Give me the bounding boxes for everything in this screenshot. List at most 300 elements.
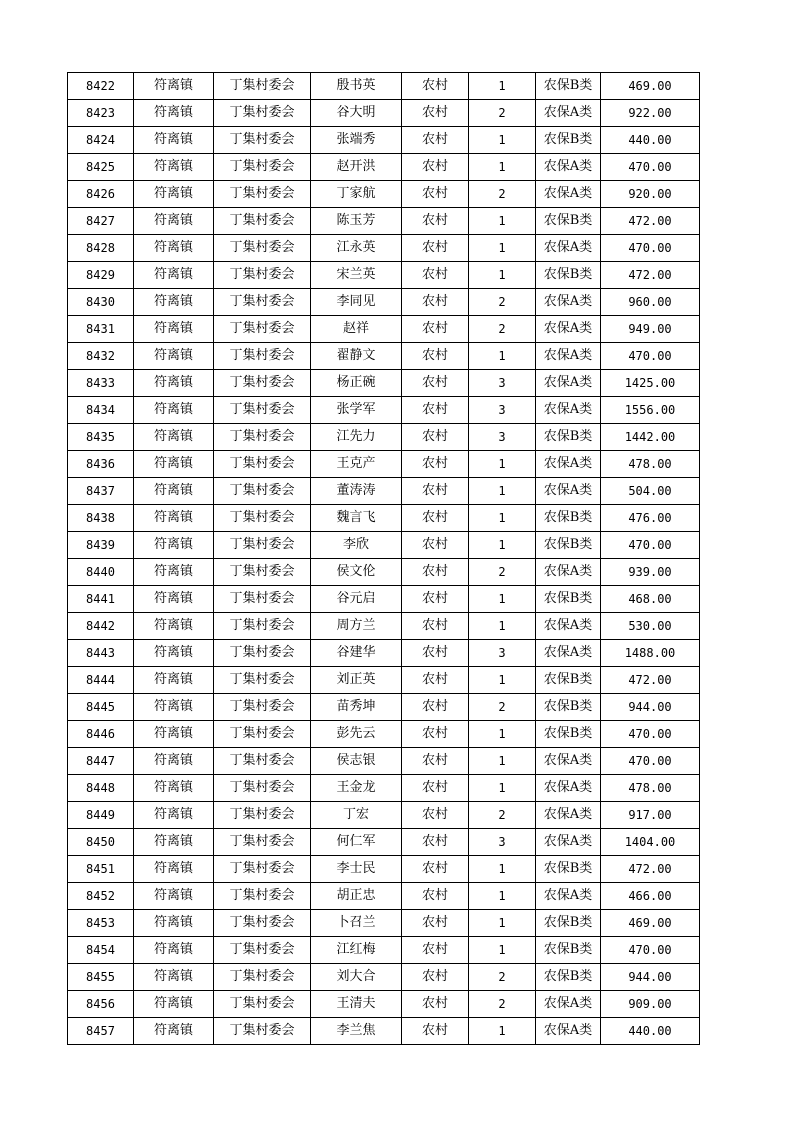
name-cell: 侯文伦 xyxy=(311,559,402,586)
table-body xyxy=(68,73,700,1045)
village-committee-cell: 丁集村委会 xyxy=(214,316,311,343)
town-cell: 符离镇 xyxy=(134,154,214,181)
table-row xyxy=(68,1018,700,1045)
table-row xyxy=(68,343,700,370)
category-cell: 农保B类 xyxy=(536,424,601,451)
household-size-cell: 3 xyxy=(469,370,536,397)
household-size-cell: 1 xyxy=(469,910,536,937)
name-cell: 丁家航 xyxy=(311,181,402,208)
town-cell: 符离镇 xyxy=(134,532,214,559)
area-type-cell: 农村 xyxy=(402,235,469,262)
village-committee-cell: 丁集村委会 xyxy=(214,694,311,721)
name-cell: 魏言飞 xyxy=(311,505,402,532)
village-committee-cell: 丁集村委会 xyxy=(214,613,311,640)
table-row xyxy=(68,991,700,1018)
record-id-cell: 8431 xyxy=(68,316,134,343)
area-type-cell: 农村 xyxy=(402,397,469,424)
name-cell: 董涛涛 xyxy=(311,478,402,505)
table-row xyxy=(68,586,700,613)
village-committee-cell: 丁集村委会 xyxy=(214,964,311,991)
household-size-cell: 2 xyxy=(469,559,536,586)
amount-cell: 1404.00 xyxy=(601,829,700,856)
name-cell: 谷大明 xyxy=(311,100,402,127)
amount-cell: 1556.00 xyxy=(601,397,700,424)
area-type-cell: 农村 xyxy=(402,154,469,181)
record-id-cell: 8430 xyxy=(68,289,134,316)
name-cell: 江红梅 xyxy=(311,937,402,964)
amount-cell: 472.00 xyxy=(601,262,700,289)
amount-cell: 470.00 xyxy=(601,235,700,262)
name-cell: 赵祥 xyxy=(311,316,402,343)
category-cell: 农保A类 xyxy=(536,100,601,127)
amount-cell: 920.00 xyxy=(601,181,700,208)
category-cell: 农保A类 xyxy=(536,181,601,208)
area-type-cell: 农村 xyxy=(402,208,469,235)
record-id-cell: 8426 xyxy=(68,181,134,208)
household-size-cell: 3 xyxy=(469,640,536,667)
record-id-cell: 8443 xyxy=(68,640,134,667)
town-cell: 符离镇 xyxy=(134,289,214,316)
name-cell: 赵开洪 xyxy=(311,154,402,181)
town-cell: 符离镇 xyxy=(134,964,214,991)
record-id-cell: 8444 xyxy=(68,667,134,694)
town-cell: 符离镇 xyxy=(134,937,214,964)
amount-cell: 469.00 xyxy=(601,910,700,937)
name-cell: 李欣 xyxy=(311,532,402,559)
village-committee-cell: 丁集村委会 xyxy=(214,343,311,370)
name-cell: 苗秀坤 xyxy=(311,694,402,721)
record-id-cell: 8457 xyxy=(68,1018,134,1045)
category-cell: 农保A类 xyxy=(536,397,601,424)
household-size-cell: 1 xyxy=(469,208,536,235)
village-committee-cell: 丁集村委会 xyxy=(214,667,311,694)
name-cell: 王清夫 xyxy=(311,991,402,1018)
amount-cell: 944.00 xyxy=(601,964,700,991)
amount-cell: 1488.00 xyxy=(601,640,700,667)
village-committee-cell: 丁集村委会 xyxy=(214,505,311,532)
table-row xyxy=(68,397,700,424)
village-committee-cell: 丁集村委会 xyxy=(214,478,311,505)
amount-cell: 478.00 xyxy=(601,775,700,802)
table-row xyxy=(68,235,700,262)
category-cell: 农保A类 xyxy=(536,613,601,640)
area-type-cell: 农村 xyxy=(402,505,469,532)
table-row xyxy=(68,559,700,586)
household-size-cell: 2 xyxy=(469,316,536,343)
amount-cell: 470.00 xyxy=(601,721,700,748)
name-cell: 宋兰英 xyxy=(311,262,402,289)
area-type-cell: 农村 xyxy=(402,424,469,451)
village-committee-cell: 丁集村委会 xyxy=(214,586,311,613)
amount-cell: 469.00 xyxy=(601,73,700,100)
name-cell: 李同见 xyxy=(311,289,402,316)
household-size-cell: 2 xyxy=(469,694,536,721)
amount-cell: 466.00 xyxy=(601,883,700,910)
record-id-cell: 8435 xyxy=(68,424,134,451)
table-row xyxy=(68,910,700,937)
town-cell: 符离镇 xyxy=(134,100,214,127)
category-cell: 农保B类 xyxy=(536,127,601,154)
data-table xyxy=(67,72,700,1045)
area-type-cell: 农村 xyxy=(402,262,469,289)
household-size-cell: 2 xyxy=(469,181,536,208)
record-id-cell: 8450 xyxy=(68,829,134,856)
category-cell: 农保A类 xyxy=(536,235,601,262)
village-committee-cell: 丁集村委会 xyxy=(214,100,311,127)
household-size-cell: 2 xyxy=(469,100,536,127)
table-row xyxy=(68,856,700,883)
category-cell: 农保A类 xyxy=(536,829,601,856)
amount-cell: 960.00 xyxy=(601,289,700,316)
town-cell: 符离镇 xyxy=(134,208,214,235)
record-id-cell: 8434 xyxy=(68,397,134,424)
table-row xyxy=(68,829,700,856)
table-row xyxy=(68,721,700,748)
household-size-cell: 3 xyxy=(469,829,536,856)
village-committee-cell: 丁集村委会 xyxy=(214,640,311,667)
town-cell: 符离镇 xyxy=(134,316,214,343)
town-cell: 符离镇 xyxy=(134,262,214,289)
table-row xyxy=(68,505,700,532)
table-row xyxy=(68,370,700,397)
category-cell: 农保B类 xyxy=(536,721,601,748)
village-committee-cell: 丁集村委会 xyxy=(214,1018,311,1045)
name-cell: 谷建华 xyxy=(311,640,402,667)
category-cell: 农保A类 xyxy=(536,640,601,667)
household-size-cell: 1 xyxy=(469,532,536,559)
record-id-cell: 8439 xyxy=(68,532,134,559)
village-committee-cell: 丁集村委会 xyxy=(214,370,311,397)
table-row xyxy=(68,964,700,991)
area-type-cell: 农村 xyxy=(402,100,469,127)
name-cell: 江永英 xyxy=(311,235,402,262)
category-cell: 农保A类 xyxy=(536,1018,601,1045)
household-size-cell: 1 xyxy=(469,154,536,181)
table-row xyxy=(68,613,700,640)
amount-cell: 440.00 xyxy=(601,127,700,154)
name-cell: 李士民 xyxy=(311,856,402,883)
area-type-cell: 农村 xyxy=(402,829,469,856)
name-cell: 彭先云 xyxy=(311,721,402,748)
area-type-cell: 农村 xyxy=(402,289,469,316)
village-committee-cell: 丁集村委会 xyxy=(214,721,311,748)
town-cell: 符离镇 xyxy=(134,640,214,667)
record-id-cell: 8455 xyxy=(68,964,134,991)
area-type-cell: 农村 xyxy=(402,910,469,937)
area-type-cell: 农村 xyxy=(402,478,469,505)
town-cell: 符离镇 xyxy=(134,991,214,1018)
category-cell: 农保A类 xyxy=(536,478,601,505)
category-cell: 农保B类 xyxy=(536,586,601,613)
category-cell: 农保B类 xyxy=(536,262,601,289)
amount-cell: 949.00 xyxy=(601,316,700,343)
village-committee-cell: 丁集村委会 xyxy=(214,937,311,964)
village-committee-cell: 丁集村委会 xyxy=(214,397,311,424)
area-type-cell: 农村 xyxy=(402,586,469,613)
record-id-cell: 8428 xyxy=(68,235,134,262)
village-committee-cell: 丁集村委会 xyxy=(214,883,311,910)
village-committee-cell: 丁集村委会 xyxy=(214,829,311,856)
area-type-cell: 农村 xyxy=(402,721,469,748)
village-committee-cell: 丁集村委会 xyxy=(214,856,311,883)
name-cell: 翟静文 xyxy=(311,343,402,370)
record-id-cell: 8446 xyxy=(68,721,134,748)
category-cell: 农保A类 xyxy=(536,289,601,316)
village-committee-cell: 丁集村委会 xyxy=(214,910,311,937)
category-cell: 农保A类 xyxy=(536,559,601,586)
town-cell: 符离镇 xyxy=(134,478,214,505)
area-type-cell: 农村 xyxy=(402,451,469,478)
table-row xyxy=(68,100,700,127)
record-id-cell: 8453 xyxy=(68,910,134,937)
amount-cell: 440.00 xyxy=(601,1018,700,1045)
household-size-cell: 1 xyxy=(469,856,536,883)
village-committee-cell: 丁集村委会 xyxy=(214,154,311,181)
name-cell: 张端秀 xyxy=(311,127,402,154)
household-size-cell: 1 xyxy=(469,127,536,154)
town-cell: 符离镇 xyxy=(134,343,214,370)
amount-cell: 470.00 xyxy=(601,154,700,181)
town-cell: 符离镇 xyxy=(134,667,214,694)
area-type-cell: 农村 xyxy=(402,883,469,910)
name-cell: 陈玉芳 xyxy=(311,208,402,235)
category-cell: 农保A类 xyxy=(536,748,601,775)
town-cell: 符离镇 xyxy=(134,397,214,424)
record-id-cell: 8437 xyxy=(68,478,134,505)
record-id-cell: 8441 xyxy=(68,586,134,613)
amount-cell: 472.00 xyxy=(601,856,700,883)
amount-cell: 939.00 xyxy=(601,559,700,586)
village-committee-cell: 丁集村委会 xyxy=(214,289,311,316)
record-id-cell: 8452 xyxy=(68,883,134,910)
household-size-cell: 1 xyxy=(469,883,536,910)
village-committee-cell: 丁集村委会 xyxy=(214,235,311,262)
town-cell: 符离镇 xyxy=(134,505,214,532)
amount-cell: 476.00 xyxy=(601,505,700,532)
area-type-cell: 农村 xyxy=(402,991,469,1018)
category-cell: 农保A类 xyxy=(536,802,601,829)
name-cell: 侯志银 xyxy=(311,748,402,775)
area-type-cell: 农村 xyxy=(402,73,469,100)
table-row xyxy=(68,775,700,802)
town-cell: 符离镇 xyxy=(134,748,214,775)
table-row xyxy=(68,208,700,235)
area-type-cell: 农村 xyxy=(402,802,469,829)
village-committee-cell: 丁集村委会 xyxy=(214,802,311,829)
record-id-cell: 8429 xyxy=(68,262,134,289)
table-row xyxy=(68,289,700,316)
area-type-cell: 农村 xyxy=(402,370,469,397)
area-type-cell: 农村 xyxy=(402,1018,469,1045)
household-size-cell: 1 xyxy=(469,262,536,289)
amount-cell: 478.00 xyxy=(601,451,700,478)
village-committee-cell: 丁集村委会 xyxy=(214,532,311,559)
record-id-cell: 8449 xyxy=(68,802,134,829)
table-row xyxy=(68,937,700,964)
household-size-cell: 1 xyxy=(469,235,536,262)
amount-cell: 922.00 xyxy=(601,100,700,127)
table-row xyxy=(68,667,700,694)
category-cell: 农保B类 xyxy=(536,505,601,532)
town-cell: 符离镇 xyxy=(134,559,214,586)
amount-cell: 470.00 xyxy=(601,343,700,370)
table-row xyxy=(68,424,700,451)
table-row xyxy=(68,262,700,289)
area-type-cell: 农村 xyxy=(402,694,469,721)
amount-cell: 1425.00 xyxy=(601,370,700,397)
town-cell: 符离镇 xyxy=(134,883,214,910)
area-type-cell: 农村 xyxy=(402,532,469,559)
household-size-cell: 2 xyxy=(469,289,536,316)
town-cell: 符离镇 xyxy=(134,181,214,208)
name-cell: 卜召兰 xyxy=(311,910,402,937)
category-cell: 农保B类 xyxy=(536,910,601,937)
area-type-cell: 农村 xyxy=(402,775,469,802)
amount-cell: 470.00 xyxy=(601,532,700,559)
category-cell: 农保B类 xyxy=(536,532,601,559)
record-id-cell: 8442 xyxy=(68,613,134,640)
household-size-cell: 1 xyxy=(469,667,536,694)
name-cell: 张学军 xyxy=(311,397,402,424)
amount-cell: 909.00 xyxy=(601,991,700,1018)
name-cell: 周方兰 xyxy=(311,613,402,640)
town-cell: 符离镇 xyxy=(134,829,214,856)
table-row xyxy=(68,532,700,559)
category-cell: 农保B类 xyxy=(536,964,601,991)
household-size-cell: 1 xyxy=(469,613,536,640)
village-committee-cell: 丁集村委会 xyxy=(214,73,311,100)
amount-cell: 530.00 xyxy=(601,613,700,640)
village-committee-cell: 丁集村委会 xyxy=(214,127,311,154)
area-type-cell: 农村 xyxy=(402,667,469,694)
amount-cell: 468.00 xyxy=(601,586,700,613)
area-type-cell: 农村 xyxy=(402,613,469,640)
name-cell: 丁宏 xyxy=(311,802,402,829)
category-cell: 农保A类 xyxy=(536,775,601,802)
village-committee-cell: 丁集村委会 xyxy=(214,559,311,586)
area-type-cell: 农村 xyxy=(402,937,469,964)
record-id-cell: 8433 xyxy=(68,370,134,397)
town-cell: 符离镇 xyxy=(134,586,214,613)
record-id-cell: 8436 xyxy=(68,451,134,478)
area-type-cell: 农村 xyxy=(402,748,469,775)
town-cell: 符离镇 xyxy=(134,370,214,397)
name-cell: 杨正碗 xyxy=(311,370,402,397)
village-committee-cell: 丁集村委会 xyxy=(214,748,311,775)
household-size-cell: 1 xyxy=(469,505,536,532)
household-size-cell: 1 xyxy=(469,748,536,775)
area-type-cell: 农村 xyxy=(402,127,469,154)
record-id-cell: 8438 xyxy=(68,505,134,532)
name-cell: 胡正忠 xyxy=(311,883,402,910)
category-cell: 农保A类 xyxy=(536,343,601,370)
town-cell: 符离镇 xyxy=(134,775,214,802)
table-row xyxy=(68,73,700,100)
name-cell: 谷元启 xyxy=(311,586,402,613)
category-cell: 农保A类 xyxy=(536,991,601,1018)
town-cell: 符离镇 xyxy=(134,73,214,100)
household-size-cell: 2 xyxy=(469,991,536,1018)
table-row xyxy=(68,127,700,154)
record-id-cell: 8447 xyxy=(68,748,134,775)
town-cell: 符离镇 xyxy=(134,127,214,154)
table-row xyxy=(68,748,700,775)
household-size-cell: 2 xyxy=(469,802,536,829)
category-cell: 农保B类 xyxy=(536,937,601,964)
town-cell: 符离镇 xyxy=(134,235,214,262)
category-cell: 农保B类 xyxy=(536,208,601,235)
area-type-cell: 农村 xyxy=(402,964,469,991)
town-cell: 符离镇 xyxy=(134,802,214,829)
record-id-cell: 8454 xyxy=(68,937,134,964)
household-size-cell: 1 xyxy=(469,586,536,613)
household-size-cell: 1 xyxy=(469,451,536,478)
table-row xyxy=(68,883,700,910)
name-cell: 李兰焦 xyxy=(311,1018,402,1045)
household-size-cell: 1 xyxy=(469,1018,536,1045)
record-id-cell: 8445 xyxy=(68,694,134,721)
town-cell: 符离镇 xyxy=(134,613,214,640)
category-cell: 农保B类 xyxy=(536,667,601,694)
town-cell: 符离镇 xyxy=(134,721,214,748)
table-row xyxy=(68,451,700,478)
name-cell: 刘正英 xyxy=(311,667,402,694)
category-cell: 农保A类 xyxy=(536,370,601,397)
table-row xyxy=(68,181,700,208)
category-cell: 农保A类 xyxy=(536,451,601,478)
household-size-cell: 1 xyxy=(469,937,536,964)
table-row xyxy=(68,316,700,343)
record-id-cell: 8448 xyxy=(68,775,134,802)
record-id-cell: 8456 xyxy=(68,991,134,1018)
household-size-cell: 2 xyxy=(469,964,536,991)
category-cell: 农保B类 xyxy=(536,856,601,883)
record-id-cell: 8425 xyxy=(68,154,134,181)
name-cell: 王金龙 xyxy=(311,775,402,802)
household-size-cell: 1 xyxy=(469,478,536,505)
area-type-cell: 农村 xyxy=(402,316,469,343)
amount-cell: 917.00 xyxy=(601,802,700,829)
amount-cell: 504.00 xyxy=(601,478,700,505)
name-cell: 殷书英 xyxy=(311,73,402,100)
area-type-cell: 农村 xyxy=(402,640,469,667)
town-cell: 符离镇 xyxy=(134,694,214,721)
household-size-cell: 1 xyxy=(469,721,536,748)
table-row xyxy=(68,640,700,667)
amount-cell: 1442.00 xyxy=(601,424,700,451)
amount-cell: 472.00 xyxy=(601,208,700,235)
village-committee-cell: 丁集村委会 xyxy=(214,991,311,1018)
area-type-cell: 农村 xyxy=(402,856,469,883)
village-committee-cell: 丁集村委会 xyxy=(214,262,311,289)
town-cell: 符离镇 xyxy=(134,910,214,937)
name-cell: 江先力 xyxy=(311,424,402,451)
town-cell: 符离镇 xyxy=(134,1018,214,1045)
table-row xyxy=(68,802,700,829)
area-type-cell: 农村 xyxy=(402,181,469,208)
record-id-cell: 8451 xyxy=(68,856,134,883)
village-committee-cell: 丁集村委会 xyxy=(214,208,311,235)
record-id-cell: 8422 xyxy=(68,73,134,100)
category-cell: 农保A类 xyxy=(536,154,601,181)
village-committee-cell: 丁集村委会 xyxy=(214,181,311,208)
name-cell: 王克产 xyxy=(311,451,402,478)
town-cell: 符离镇 xyxy=(134,451,214,478)
table-row xyxy=(68,154,700,181)
area-type-cell: 农村 xyxy=(402,343,469,370)
name-cell: 刘大合 xyxy=(311,964,402,991)
table-row xyxy=(68,478,700,505)
